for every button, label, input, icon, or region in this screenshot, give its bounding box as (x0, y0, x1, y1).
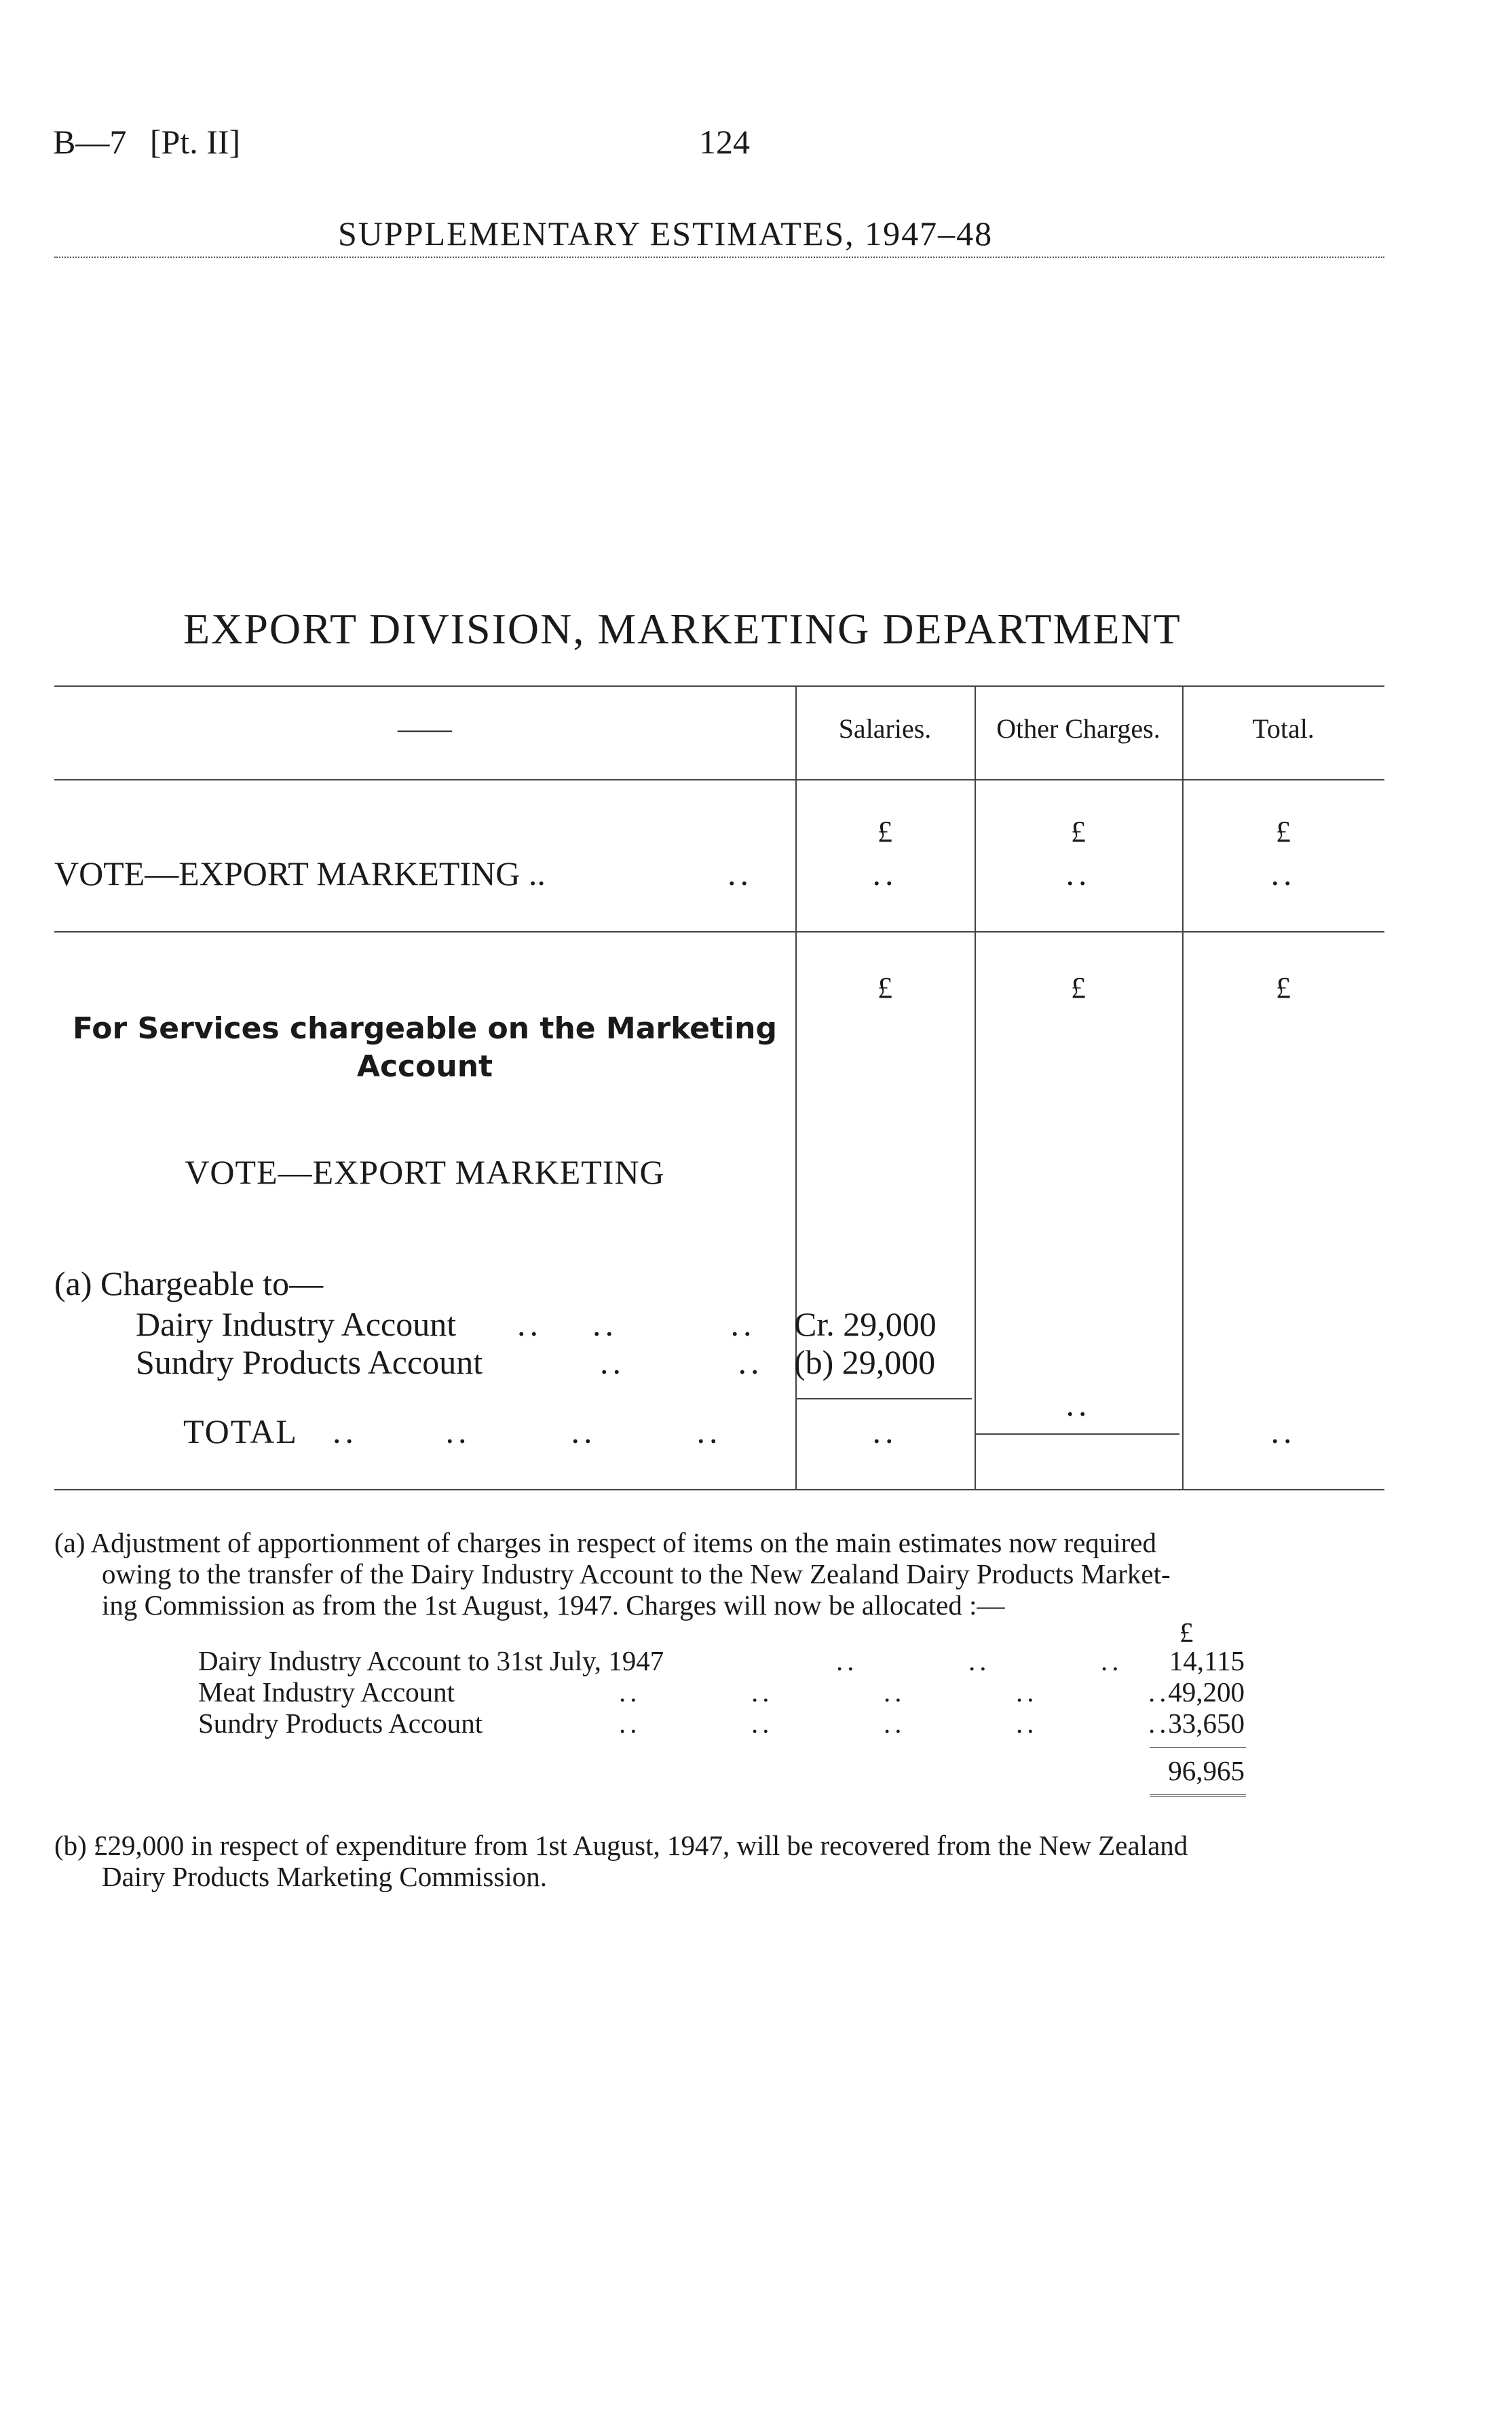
allocation-leaders-dairy: .. .. .. (836, 1645, 1123, 1676)
heading-line-1: For Services chargeable on the Marketing (73, 1011, 777, 1046)
column-divider-3 (1182, 685, 1184, 1489)
salaries-nil-1: .. (872, 854, 898, 892)
note-a-line-2: owing to the transfer of the Dairy Industry Account to the New Zealand Dairy Products Market- (102, 1558, 1171, 1589)
column-header-total: Total. (1252, 713, 1315, 744)
total-nil-1: .. (1270, 854, 1296, 892)
allocation-sum-rule (1150, 1747, 1246, 1748)
total-leaders: .. .. .. .. (333, 1412, 722, 1450)
allocation-value-dairy: 14,115 (1169, 1645, 1245, 1676)
header-rule (54, 257, 1384, 258)
page-number: 124 (699, 123, 750, 161)
table-bottom-rule (54, 1489, 1384, 1490)
total-currency-1: £ (1276, 815, 1291, 848)
other-nil-1: .. (1065, 854, 1091, 892)
note-b-line-2: Dairy Products Marketing Commission. (102, 1861, 547, 1892)
table-section-rule (54, 931, 1384, 933)
other-currency-2: £ (1071, 971, 1086, 1004)
row1-leaders: .. (727, 854, 753, 892)
section-title: EXPORT DIVISION, MARKETING DEPARTMENT (183, 605, 1182, 653)
heading-line-2: Account (356, 1049, 493, 1084)
allocation-label-dairy: Dairy Industry Account to 31st July, 1947 (198, 1645, 664, 1676)
sundry-salaries-value: (b) 29,000 (794, 1343, 936, 1381)
dairy-industry-account-label: Dairy Industry Account (136, 1305, 457, 1343)
other-currency-1: £ (1071, 815, 1086, 848)
part-label: [Pt. II] (149, 123, 241, 161)
grand-total-nil: .. (1270, 1412, 1296, 1450)
salaries-currency-2: £ (877, 971, 892, 1004)
allocation-value-meat: 49,200 (1168, 1676, 1245, 1708)
vote-export-marketing-heading: VOTE—EXPORT MARKETING (185, 1153, 665, 1191)
marketing-account-heading (54, 1010, 795, 1086)
allocation-currency: £ (1179, 1617, 1194, 1648)
allocation-leaders-sundry: .. .. .. .. .. (619, 1708, 1171, 1739)
table-top-rule (54, 685, 1384, 687)
allocation-total-double-rule (1150, 1794, 1246, 1797)
note-a-line-1: (a) Adjustment of apportionment of charges in respect of items on the main estimates now required (54, 1527, 1157, 1558)
note-a-line-3: ing Commission as from the 1st August, 1947. Charges will now be allocated :— (102, 1589, 1005, 1621)
other-subtotal-rule (976, 1433, 1179, 1435)
document-title: SUPPLEMENTARY ESTIMATES, 1947–48 (338, 214, 994, 252)
sundry-leaders: .. .. (600, 1343, 763, 1381)
column-divider-2 (975, 685, 976, 1489)
other-charges-nil: .. (1065, 1385, 1091, 1423)
chargeable-to-label: (a) Chargeable to— (54, 1264, 324, 1302)
allocation-leaders-meat: .. .. .. .. .. (619, 1676, 1171, 1708)
table-header-rule (54, 779, 1384, 780)
sundry-products-account-label: Sundry Products Account (136, 1343, 483, 1381)
salaries-subtotal-rule (797, 1398, 972, 1399)
column-header-salaries: Salaries. (838, 713, 932, 744)
column-header-other-charges: Other Charges. (996, 713, 1160, 744)
allocation-total: 96,965 (1168, 1755, 1245, 1786)
document-reference (53, 122, 240, 162)
total-currency-2: £ (1276, 971, 1291, 1004)
reference-code: B—7 (53, 123, 127, 161)
vote-export-marketing-row: VOTE—EXPORT MARKETING .. (54, 854, 546, 892)
dairy-leaders: .. .. .. (517, 1305, 756, 1343)
total-label: TOTAL (183, 1412, 298, 1450)
salaries-total-nil: .. (872, 1412, 898, 1450)
allocation-label-meat: Meat Industry Account (198, 1676, 455, 1708)
column-header-blank: —— (398, 713, 452, 744)
dairy-salaries-value: Cr. 29,000 (794, 1305, 937, 1343)
salaries-currency-1: £ (877, 815, 892, 848)
note-b-line-1: (b) £29,000 in respect of expenditure from 1st August, 1947, will be recovered from the New Zealand (54, 1830, 1188, 1861)
allocation-label-sundry: Sundry Products Account (198, 1708, 483, 1739)
allocation-value-sundry: 33,650 (1168, 1708, 1245, 1739)
